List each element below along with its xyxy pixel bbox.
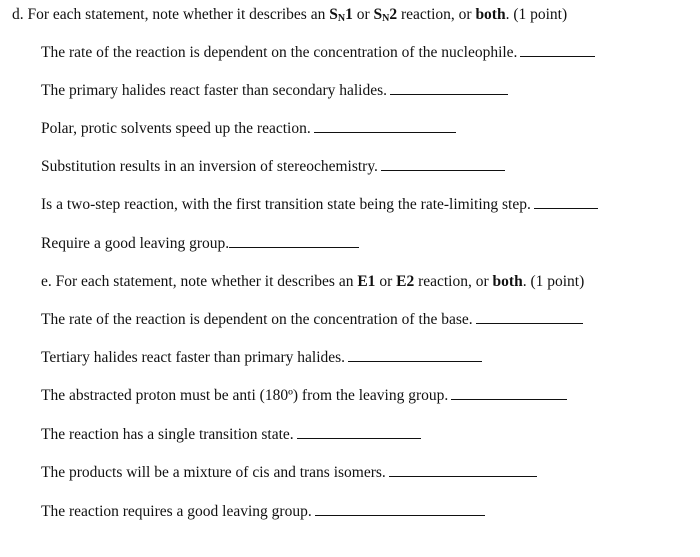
part-e-or: or (375, 273, 397, 290)
question-d2 (41, 81, 508, 101)
part-d-or: or (352, 6, 374, 23)
e1-label: E1 (357, 273, 376, 290)
answer-blank-e6[interactable] (315, 502, 485, 516)
question-d3-text: Polar, protic solvents speed up the reaction. (41, 120, 311, 137)
sn1-label: $S_N1$ (329, 6, 353, 24)
answer-blank-d6[interactable] (229, 234, 359, 248)
answer-blank-e5[interactable] (389, 463, 537, 477)
question-d1-text: The rate of the reaction is dependent on the concentration of the nucleophile. (41, 44, 518, 61)
part-d-mid: reaction, or (397, 6, 476, 23)
question-e5-text: The products will be a mixture of cis and trans isomers. (41, 464, 386, 481)
question-e2 (41, 348, 482, 368)
question-e6 (41, 502, 485, 522)
question-e6-text: The reaction requires a good leaving group. (41, 503, 312, 520)
question-d1 (41, 43, 595, 63)
question-d6-text: Require a good leaving group. (41, 235, 230, 252)
part-e-both: both (492, 273, 523, 290)
part-e-mid: reaction, or (414, 273, 493, 290)
question-d4 (41, 157, 505, 177)
question-d6 (41, 234, 359, 254)
question-d5-text: Is a two-step reaction, with the first transition state being the rate-limiting step. (41, 196, 531, 213)
question-d4-text: Substitution results in an inversion of stereochemistry. (41, 158, 378, 175)
e2-label: E2 (396, 273, 415, 290)
part-d-suffix: . (1 point) (505, 6, 568, 23)
question-e3 (41, 386, 567, 406)
question-d3 (41, 119, 456, 139)
part-d-heading-prefix: d. For each statement, note whether it describes an (12, 6, 330, 23)
answer-blank-d5[interactable] (534, 195, 598, 209)
question-e4-text: The reaction has a single transition state. (41, 426, 294, 443)
answer-blank-e3[interactable] (451, 386, 567, 400)
question-e1-text: The rate of the reaction is dependent on the concentration of the base. (41, 311, 473, 328)
question-e4 (41, 425, 421, 445)
question-e2-text: Tertiary halides react faster than primary halides. (41, 349, 346, 366)
part-d-heading (12, 5, 567, 25)
question-d5 (41, 195, 598, 215)
part-e-suffix: . (1 point) (522, 273, 585, 290)
answer-blank-d1[interactable] (520, 43, 595, 57)
question-e3-text: The abstracted proton must be anti (180º) from the leaving group. (41, 387, 449, 404)
part-e-heading (41, 272, 584, 292)
part-d-both: both (475, 6, 506, 23)
answer-blank-e2[interactable] (348, 348, 482, 362)
answer-blank-e1[interactable] (476, 310, 583, 324)
question-d2-text: The primary halides react faster than secondary halides. (41, 82, 388, 99)
question-e1 (41, 310, 583, 330)
sn2-label: $S_N2$ (373, 6, 398, 24)
answer-blank-d2[interactable] (390, 81, 508, 95)
part-e-heading-prefix: e. For each statement, note whether it describes an (41, 273, 358, 290)
answer-blank-e4[interactable] (297, 425, 421, 439)
answer-blank-d3[interactable] (314, 119, 456, 133)
question-e5 (41, 463, 537, 483)
answer-blank-d4[interactable] (381, 157, 505, 171)
